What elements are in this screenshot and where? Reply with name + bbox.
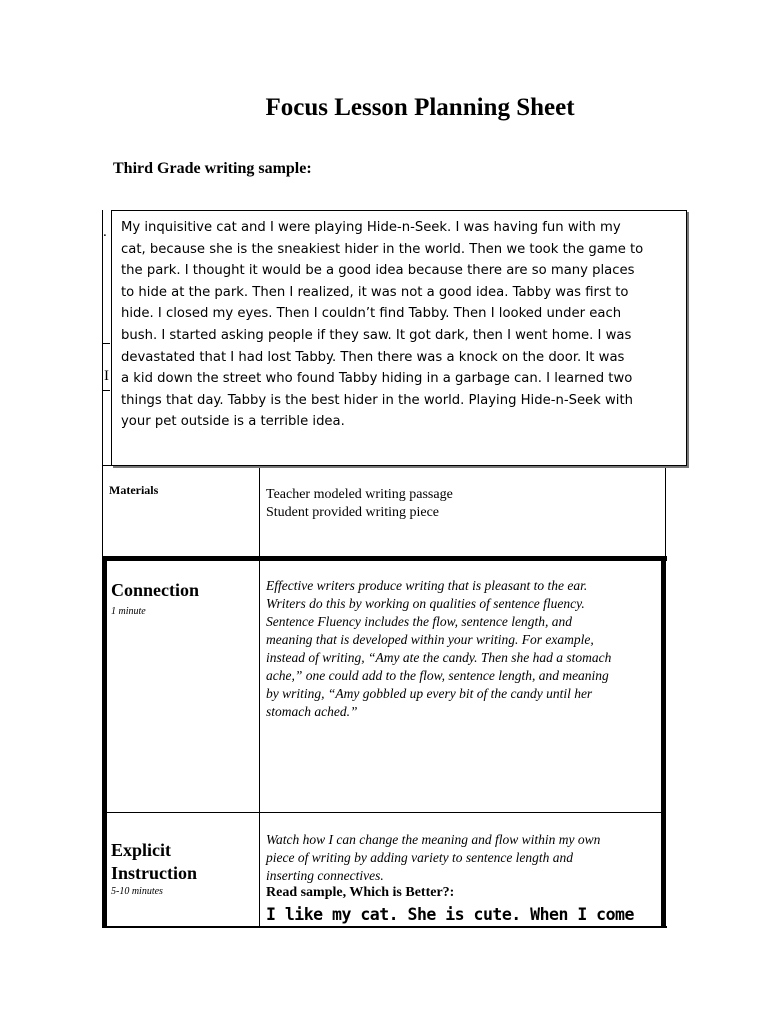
- text-line: ache,” one could add to the flow, sentence length, and meaning: [266, 668, 609, 683]
- text-line: stomach ached.”: [266, 704, 358, 719]
- heading-line: Instruction: [111, 863, 198, 883]
- sample-line: to hide at the park. Then I realized, it was not a good idea. Tabby was first to: [121, 284, 629, 300]
- text-line: Writers do this by working on qualities of sentence fluency.: [266, 596, 585, 611]
- sample-line: cat, because she is the sneakiest hider in the world. Then we took the game to: [121, 241, 644, 257]
- text-line: inserting connectives.: [266, 868, 384, 883]
- table-edge-fragment: .: [103, 224, 107, 240]
- read-sample-prompt: Read sample, Which is Better?:: [266, 885, 455, 900]
- materials-label: Materials: [109, 483, 159, 497]
- materials-item: Student provided writing piece: [266, 505, 440, 520]
- connection-heading: Connection: [111, 580, 200, 600]
- text-line: piece of writing by adding variety to sentence length and: [266, 850, 574, 865]
- table-edge-fragment: I: [104, 368, 109, 384]
- section-subtitle: Third Grade writing sample:: [113, 160, 312, 177]
- heading-line: Explicit: [111, 840, 172, 860]
- text-line: Sentence Fluency includes the flow, sentence length, and: [266, 614, 573, 629]
- writing-sample-text: [121, 217, 681, 433]
- materials-item: Teacher modeled writing passage: [266, 487, 453, 502]
- explicit-instruction-heading: [111, 839, 197, 885]
- sample-line: things that day. Tabby is the best hider in the world. Playing Hide-n-Seek with: [121, 392, 633, 408]
- sample-line: a kid down the street who found Tabby hiding in a garbage can. I learned two: [121, 371, 633, 387]
- text-line: instead of writing, “Amy ate the candy. Then she had a stomach: [266, 650, 612, 665]
- materials-list: [266, 486, 453, 522]
- explicit-instruction-text: [266, 831, 600, 885]
- sample-line: your pet outside is a terrible idea.: [121, 414, 345, 430]
- connection-time: 1 minute: [111, 606, 146, 617]
- sample-line: bush. I started asking people if they saw. It got dark, then I went home. I was: [121, 327, 632, 343]
- sample-line: My inquisitive cat and I were playing Hide-n-Seek. I was having fun with my: [121, 220, 621, 235]
- text-line: by writing, “Amy gobbled up every bit of the candy until her: [266, 686, 593, 701]
- writing-sample-excerpt: I like my cat. She is cute. When I come: [266, 905, 634, 924]
- text-line: Watch how I can change the meaning and flow within my own: [266, 832, 601, 847]
- sample-line: the park. I thought it would be a good idea because there are so many places: [121, 263, 635, 279]
- text-line: Effective writers produce writing that is pleasant to the ear.: [266, 578, 588, 593]
- sample-line: devastated that I had lost Tabby. Then there was a knock on the door. It was: [121, 349, 625, 365]
- text-line: meaning that is developed within your writing. For example,: [266, 632, 594, 647]
- explicit-instruction-time: 5-10 minutes: [111, 886, 163, 897]
- connection-text: [266, 577, 611, 721]
- page-title: Focus Lesson Planning Sheet: [265, 94, 575, 121]
- sample-line: hide. I closed my eyes. Then I couldn’t find Tabby. Then I looked under each: [121, 306, 622, 322]
